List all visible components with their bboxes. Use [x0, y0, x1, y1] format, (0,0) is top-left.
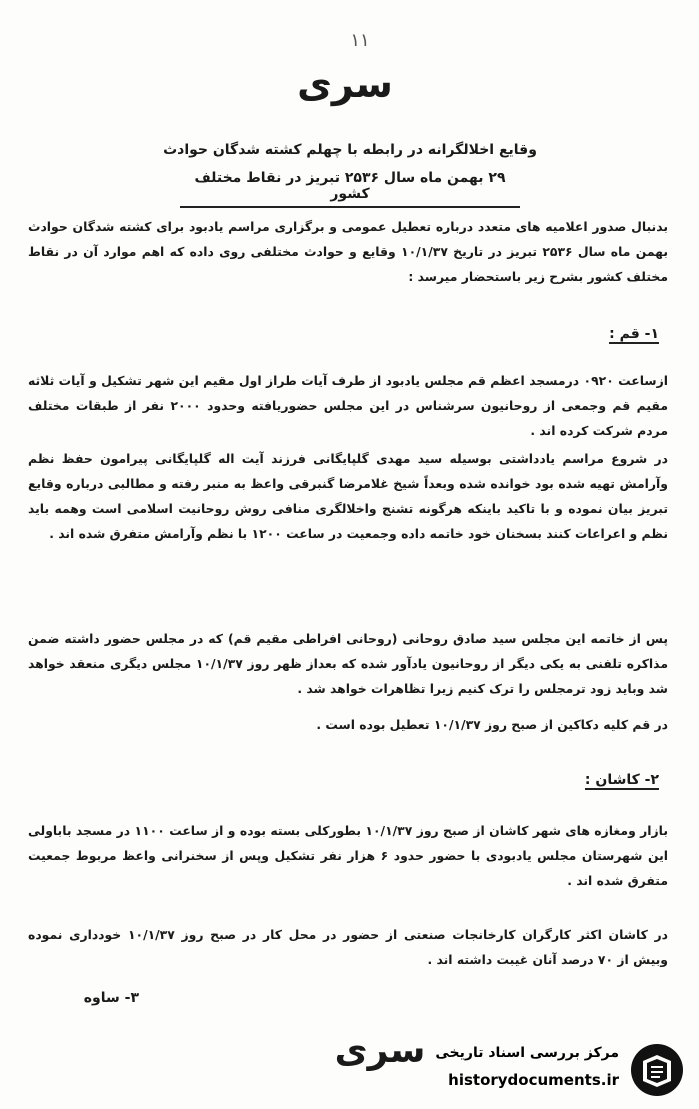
- classification-footer: سری: [334, 1030, 426, 1071]
- watermark-name: مرکز بررسی اسناد تاریخی: [435, 1045, 619, 1061]
- document-subtitle: ۲۹ بهمن ماه سال ۲۵۳۶ تبریز در نقاط مختلف کشور: [180, 170, 520, 208]
- intro-paragraph: بدنبال صدور اعلامیه های متعدد درباره تعطیل عمومی و برگزاری مراسم یادبود برای کشته شدگان حوادث بهمن ماه سال ۲۵۳۶ تبریز در تاریخ ۱۰/۱/۳۷ وقایع و حوادث مختلفی روی داده که اهم موارد آن در نقاط مختلف کشور بشرح زیر باستحضار میرسد :: [28, 219, 668, 284]
- paragraph-qom-4: در قم کلیه دکاکین از صبح روز ۱۰/۱/۳۷ تعطیل بوده است .: [316, 717, 668, 732]
- page-number: ۱۱: [350, 30, 370, 51]
- watermark-url: historydocuments.ir: [448, 1071, 619, 1089]
- paragraph-qom-3: پس از خاتمه این مجلس سید صادق روحانی (روحانی افراطی مقیم قم) که در مجلس حضور داشته ضمن مذاکره تلفنی به یکی دیگر از روحانیون یادآور شده که بعداز ظهر روز ۱۰/۱/۳۷ مجلس دیگری منعقد خواهد شد وباید زود ترمجلس را ترک کنیم زیرا تظاهرات خواهد شد .: [28, 631, 669, 696]
- paragraph-qom-2: در شروع مراسم یادداشتی بوسیله سید مهدی گلپایگانی فرزند آیت اله گلپایگانی پیرامون حفظ نظم وآرامش تهیه شده بود خوانده شده وبعداً شیخ غلامرضا گنبرقی واعظ به منبر رفته و مطالبی درباره وقایع تبریز بیان نموده و با تاکید باینکه هرگونه تشنج واخلالگری منافی روش روحانیت اسلامی است وهمه باید نظم و اعراعات کنند بسخنان خود خاتمه داده وجمعیت در ساعت ۱۲۰۰ با نظم وآرامش متفرق شده اند .: [28, 451, 668, 541]
- section-heading-qom: [609, 326, 659, 342]
- section-heading-label: ۲- کاشان :: [584, 772, 659, 788]
- archive-watermark: [421, 1039, 691, 1101]
- archive-logo-icon: [627, 1041, 687, 1099]
- paragraph-kashan-1: بازار ومغازه های شهر کاشان از صبح روز ۱۰/۱/۳۷ بطورکلی بسته بوده و از ساعت ۱۱۰۰ در مسجد باباولی این شهرستان مجلس یادبودی با حضور حدود ۶ هزار نفر تشکیل وپس از سخنرانی واعظ مربوط جمعیت متفرق شده اند .: [28, 823, 668, 888]
- section-heading-saveh: ۳- ساوه: [83, 990, 139, 1006]
- paragraph-kashan-2: در کاشان اکثر کارگران کارخانجات صنعتی از حضور در محل کار در صبح روز ۱۰/۱/۳۷ خودداری نموده وبیش از ۷۰ درصد آنان غیبت داشته اند .: [28, 927, 669, 967]
- classification-header: سری: [297, 62, 393, 106]
- section-heading-label: ۱- قم :: [609, 326, 659, 342]
- section-heading-kashan: [585, 772, 659, 788]
- paragraph-qom-1: ازساعت ۰۹۲۰ درمسجد اعظم قم مجلس یادبود از طرف آیات طراز اول مقیم این شهر تشکیل و آیات ثلاثه مقیم قم وجمعی از روحانیون سرشناس در این مجلس حضوریافته وحدود ۲۰۰۰ نفر از طبقات مختلف مردم شرکت کرده اند .: [28, 373, 669, 438]
- document-title: وقایع اخلالگرانه در رابطه با چهلم کشته شدگان حوادث: [163, 142, 537, 158]
